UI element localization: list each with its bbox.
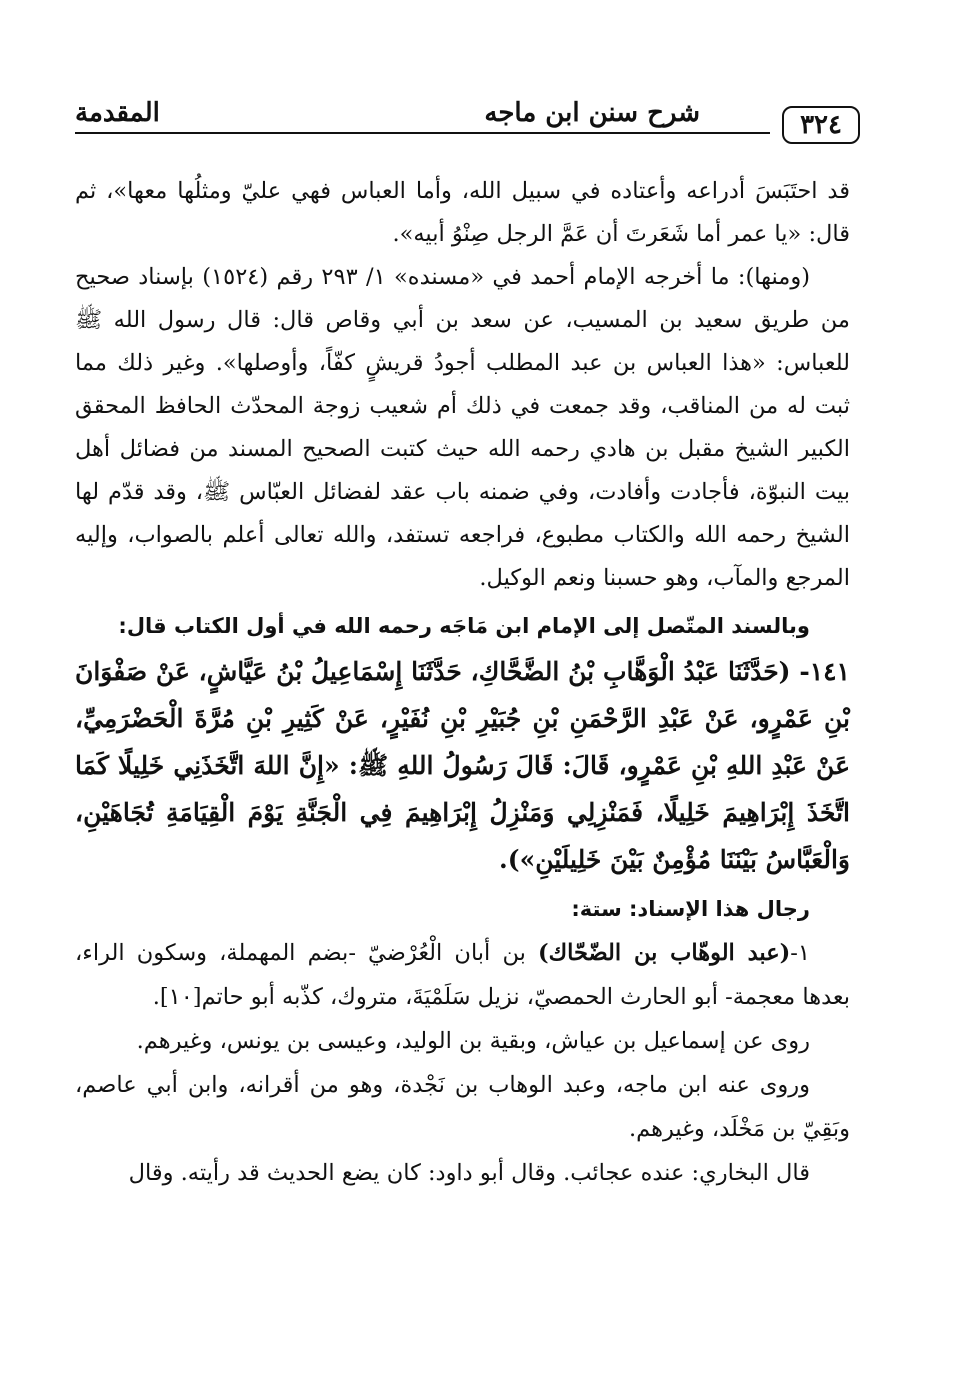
header-rule (75, 132, 770, 134)
page-number: ٣٢٤ (782, 106, 860, 144)
paragraph-manaqib: (ومنها): ما أخرجه الإمام أحمد في «مسنده» ١/ ٢٩٣ رقم (١٥٢٤) بإسناد صحيح من طريق سعيد بن المسيب، عن سعد بن أبي وقاص قال: قال رسول الله ﷺ للعباس: «هذا العباس بن عبد المطلب أجودُ قريشٍ كفّاً، وأوصلها». وغير ذلك مما ثبت له من المناقب، وقد جمعت في ذلك أم شعيب زوجة المحدّث الحافظ المحقق الكبير الشيخ مقبل بن هادي رحمه الله حيث كتبت الصحيح المسند من فضائل أهل بيت النبوّة، فأجادت وأفادت، وفي ضمنه باب عقد لفضائل العبّاس ﷺ، وقد قدّم لها الشيخ رحمه الله والكتاب مطبوع، فراجعه تستفد، والله تعالى أعلم بالصواب، وإليه المرجع والمآب، وهو حسبنا ونعم الوكيل. (75, 264, 850, 591)
narrator-1-name: (عبد الوهّاب بن الضّحّاك) (537, 940, 791, 966)
page-header (75, 98, 860, 146)
book-title: شرح سنن ابن ماجه (484, 98, 700, 128)
bio-paragraph: وروى عنه ابن ماجه، وعبد الوهاب بن نَجْدة، وهو من أقرانه، وابن أبي عاصم، وبَقِيّ بن مَخْلَد، وغيرهم. (75, 1072, 850, 1142)
narrators-heading: رجال هذا الإسناد: ستة: (571, 897, 810, 921)
page-body (75, 170, 850, 1195)
isnad-heading: وبالسند المتّصل إلى الإمام ابن مَاجَه رحمه الله في أول الكتاب قال: (118, 614, 810, 638)
narrator-1-text: بن أبان الْعُرْضيّ -بضم المهملة، وسكون الراء، بعدها معجمة- أبو الحارث الحمصيّ، نزيل سَلَمْيَةَ، متروك، كذّبه أبو حاتم[١٠]. (75, 940, 850, 1010)
narrator-1 (75, 931, 850, 1019)
bio-paragraph: روى عن إسماعيل بن عياش، وبقية بن الوليد، وعيسى بن يونس، وغيرهم. (136, 1028, 810, 1054)
hadith-text: ١٤١- (حَدَّثَنَا عَبْدُ الْوَهَّابِ بْنُ الضَّحَّاكِ، حَدَّثَنَا إِسْمَاعِيلُ بْنُ عَيَّاشٍ، عَنْ صَفْوَانَ بْنِ عَمْرٍو، عَنْ عَبْدِ الرَّحْمَنِ بْنِ جُبَيْرِ بْنِ نُفَيْرٍ، عَنْ كَثِيرِ بْنِ مُرَّةَ الْحَضْرَمِيِّ، عَنْ عَبْدِ اللهِ بْنِ عَمْرٍو، قَالَ: قَالَ رَسُولُ اللهِ ﷺ: «إِنَّ اللهَ اتَّخَذَنِي خَلِيلًا كَمَا اتَّخَذَ إِبْرَاهِيمَ خَلِيلًا، فَمَنْزِلِي وَمَنْزِلُ إِبْرَاهِيمَ فِي الْجَنَّةِ يَوْمَ الْقِيَامَةِ تُجَاهَيْنِ، وَالْعَبَّاسُ بَيْنَنَا مُؤْمِنٌ بَيْنَ خَلِيلَيْنِ»). (75, 657, 850, 874)
narrator-1-number: ١- (790, 940, 810, 966)
narrator-bio (75, 931, 850, 1195)
bio-paragraph: قال البخاري: عنده عجائب. وقال أبو داود: كان يضع الحديث قد رأيته. وقال (128, 1160, 810, 1186)
paragraph-continuation: قد احتَبَسَ أدراعه وأعتاده في سبيل الله، وأما العباس فهي عليّ ومثلُها معها»، ثم قال: «يا عمر أما شَعَرتَ أن عَمَّ الرجل صِنْوُ أبيه». (75, 178, 850, 247)
section-title: المقدمة (75, 98, 160, 128)
